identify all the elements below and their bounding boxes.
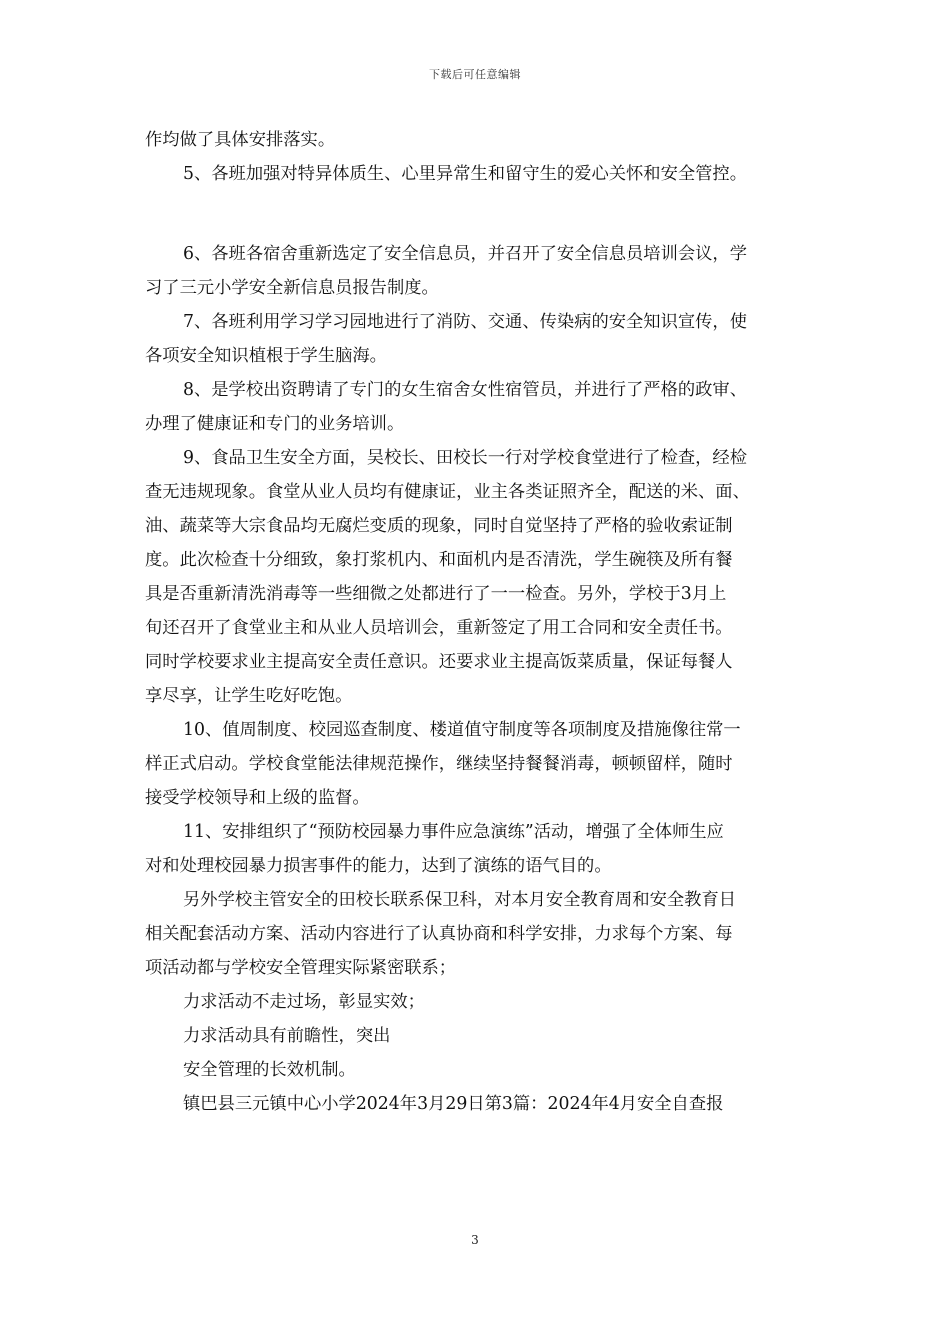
text-line: 各项安全知识植根于学生脑海。 [145,346,387,366]
paragraph-gap [145,191,810,237]
text-line: 查无违规现象。食堂从业人员均有健康证，业主各类证照齐全，配送的米、面、 [145,482,750,502]
text-line: 对和处理校园暴力损害事件的能力，达到了演练的语气目的。 [145,856,612,876]
text-line: 另外学校主管安全的田校长联系保卫科，对本月安全教育周和安全教育日 [183,890,737,910]
text-line: 11、安排组织了“预防校园暴力事件应急演练”活动，增强了全体师生应 [183,822,724,842]
text-line: 5、各班加强对特异体质生、心里异常生和留守生的爱心关怀和安全管控。 [183,164,747,184]
text-line: 9、食品卫生安全方面，吴校长、田校长一行对学校食堂进行了检查，经检 [183,448,747,468]
text-line: 具是否重新清洗消毒等一些细微之处都进行了一一检查。另外，学校于3月上 [145,584,727,604]
text-line: 镇巴县三元镇中心小学2024年3月29日第3篇：2024年4月安全自查报 [183,1094,724,1114]
text-line: 享尽享，让学生吃好吃饱。 [145,686,353,706]
text-line: 油、蔬菜等大宗食品均无腐烂变质的现象，同时自觉坚持了严格的验收索证制 [145,516,733,536]
text-line: 8、是学校出资聘请了专门的女生宿舍女性宿管员，并进行了严格的政审、 [183,380,747,400]
text-line: 力求活动具有前瞻性，突出 [183,1026,391,1046]
text-line: 样正式启动。学校食堂能法律规范操作，继续坚持餐餐消毒，顿顿留样，随时 [145,754,733,774]
text-line: 10、值周制度、校园巡查制度、楼道值守制度等各项制度及措施像往常一 [183,720,741,740]
text-line: 力求活动不走过场，彰显实效； [183,992,425,1012]
text-line: 习了三元小学安全新信息员报告制度。 [145,278,439,298]
text-line: 同时学校要求业主提高安全责任意识。还要求业主提高饭菜质量，保证每餐人 [145,652,733,672]
text-line: 安全管理的长效机制。 [183,1060,356,1080]
text-line: 度。此次检查十分细致，象打浆机内、和面机内是否清洗，学生碗筷及所有餐 [145,550,733,570]
text-line: 7、各班利用学习学习园地进行了消防、交通、传染病的安全知识宣传，使 [183,312,747,332]
text-line: 6、各班各宿舍重新选定了安全信息员，并召开了安全信息员培训会议，学 [183,244,747,264]
page-header: 下载后可任意编辑 [429,68,521,81]
text-line: 相关配套活动方案、活动内容进行了认真协商和科学安排，力求每个方案、每 [145,924,733,944]
text-line: 作均做了具体安排落实。 [145,130,336,150]
text-line: 项活动都与学校安全管理实际紧密联系； [145,958,457,978]
text-line: 接受学校领导和上级的监督。 [145,788,370,808]
text-line: 旬还召开了食堂业主和从业人员培训会，重新签定了用工合同和安全责任书。 [145,618,733,638]
document-body [145,123,810,1121]
page-number: 3 [471,1233,479,1247]
text-line: 办理了健康证和专门的业务培训。 [145,414,405,434]
